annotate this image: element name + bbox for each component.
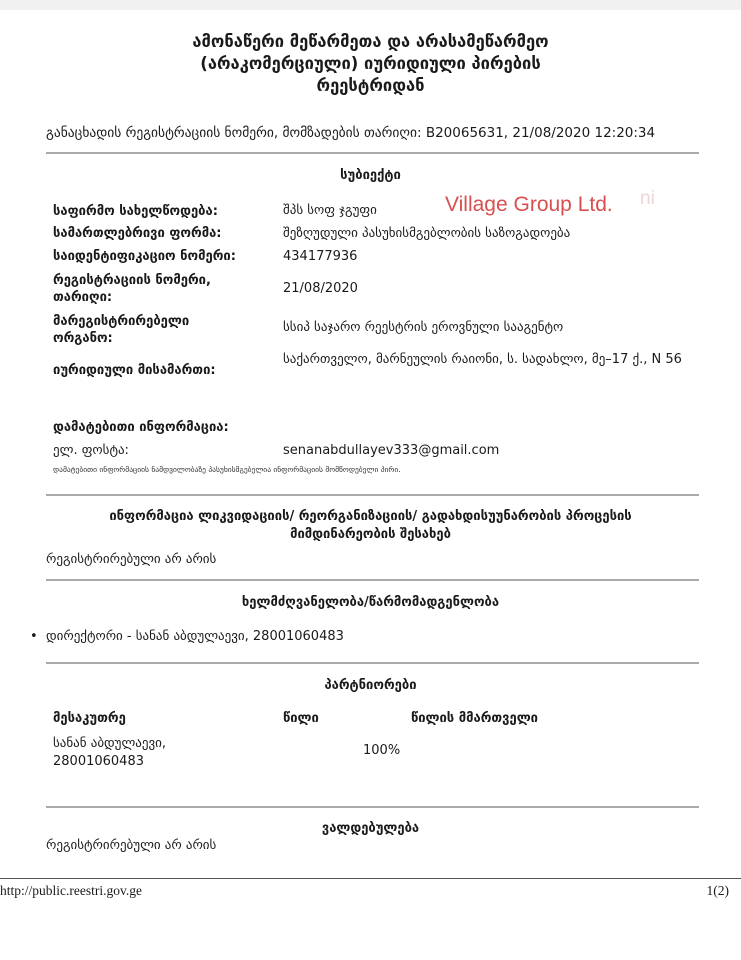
partners-column-owner: მესაკუთრე	[53, 711, 126, 726]
management-heading: ხელმძღვანელობა/წარმომადგენლობა	[241, 595, 500, 610]
management-item: დირექტორი - სანან აბდულაევი, 28001060483	[46, 629, 344, 644]
watermark-ghost: ni	[640, 188, 655, 209]
top-shade	[0, 0, 741, 10]
field-label-registration: რეგისტრაციის ნომერი, თარიღი:	[53, 273, 211, 305]
partner-owner-line-2: 28001060483	[53, 754, 144, 769]
field-label-registering-body: მარეგისტრირებელი ორგანო:	[53, 314, 190, 346]
partner-share: 100%	[363, 743, 401, 758]
field-value-registering-body: სსიპ საჯარო რეესტრის ეროვნული სააგენტო	[283, 320, 564, 335]
field-value-registration: 21/08/2020	[283, 281, 358, 296]
title-line-1: ამონაწერი მეწარმეთა და არასამეწარმეო	[192, 32, 549, 51]
field-value-legal-form: შეზღუდული პასუხისმგებლობის საზოგადოება	[283, 226, 571, 241]
field-value-id-number: 434177936	[283, 249, 358, 264]
bullet-icon: •	[30, 629, 38, 644]
obligations-heading: ვალდებულება	[321, 821, 420, 836]
divider	[46, 579, 699, 581]
email-value: senanabdullayev333@gmail.com	[283, 443, 500, 458]
application-number-line: განაცხადის რეგისტრაციის ნომერი, მომზადების თარიღი: B20065631, 21/08/2020 12:20:34	[46, 125, 656, 141]
field-label-firm-name: საფირმო სახელწოდება:	[53, 204, 218, 219]
field-value-firm-name: შპს სოფ ჯგუფი	[283, 203, 377, 218]
document-title	[0, 31, 741, 97]
liquidation-heading	[0, 508, 741, 544]
partners-column-share: წილი	[283, 711, 319, 726]
liquidation-status: რეგისტრირებული არ არის	[46, 552, 217, 567]
liquidation-heading-line-2: მიმდინარეობის შესახებ	[290, 527, 451, 542]
footer-url: http://public.reestri.gov.ge	[0, 883, 142, 898]
field-label-legal-form: სამართლებრივი ფორმა:	[53, 226, 222, 241]
footer-divider	[0, 878, 741, 879]
partner-owner	[53, 735, 166, 771]
partners-heading: პარტნიორები	[324, 678, 417, 693]
partners-column-manager: წილის მმართველი	[411, 711, 538, 726]
title-line-2: (არაკომერციული) იურიდიული პირების	[200, 54, 541, 73]
obligations-status: რეგისტრირებული არ არის	[46, 838, 217, 853]
watermark-text: Village Group Ltd.	[445, 193, 613, 216]
additional-info-note: დამატებითი ინფორმაციის ნამდვილობაზე პასუხისმგებელია ინფორმაციის მომწოდებელი პირი.	[53, 465, 401, 474]
email-label: ელ. ფოსტა:	[53, 443, 129, 458]
field-value-legal-address: საქართველო, მარნეულის რაიონი, ს. სადახლო, მე–17 ქ., N 56	[283, 352, 682, 367]
divider	[46, 806, 699, 808]
additional-info-heading: დამატებითი ინფორმაცია:	[53, 420, 229, 435]
divider	[46, 152, 699, 154]
title-line-3: რეესტრიდან	[316, 76, 425, 95]
liquidation-heading-line-1: ინფორმაცია ლიკვიდაციის/ რეორგანიზაციის/ გადახდისუუნარობის პროცესის	[109, 509, 632, 524]
partner-owner-line-1: სანან აბდულაევი,	[53, 736, 167, 751]
footer-page-number: 1(2)	[706, 883, 729, 898]
divider	[46, 494, 699, 496]
field-label-legal-address: იურიდიული მისამართი:	[53, 363, 216, 378]
subject-heading: სუბიექტი	[340, 168, 401, 183]
divider	[46, 662, 699, 664]
field-label-id-number: საიდენტიფიკაციო ნომერი:	[53, 249, 236, 264]
